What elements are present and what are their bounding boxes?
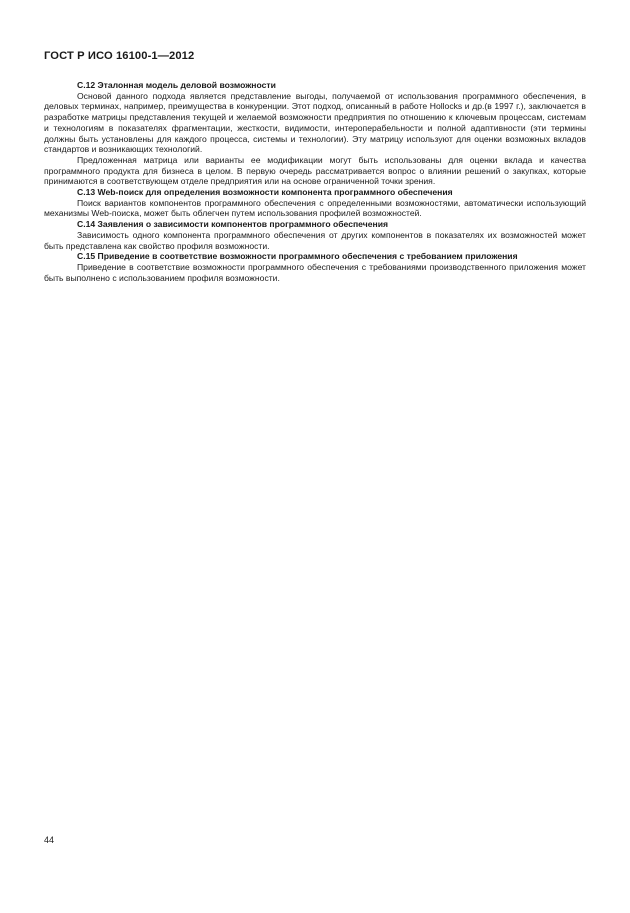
paragraph: Предложенная матрица или варианты ее модификации могут быть использованы для оценки вклада и качества программного продукта для бизнеса в целом. В первую очередь рассматривается вопрос о влиянии решений о закупках, которые принимаются в соответствующем отделе предприятия или на основе ограниченной точки зрения.	[44, 154, 586, 187]
paragraph: Основой данного подхода является представление выгоды, получаемой от использования программного обеспечения, в деловых терминах, например, преимущества в конкуренции. Этот подход, описанный в работе Hollocks и др.(в 1997 г.), заключается в разработке матрицы представления текущей и желаемой возможности предприятия по отношению к ключевым процессам, системам и технологиям в показателях фрагментации, жесткости, видимости, интероперабельности и полной адаптивности (эти термины должны быть установлены для каждого процесса, системы и технологии). Эту матрицу используют для оценки возможных вкладов стандартов и возникающих технологий.	[44, 90, 586, 155]
document-header: ГОСТ Р ИСО 16100-1—2012	[44, 50, 195, 62]
section-heading-c13: С.13 Web-поиск для определения возможности компонента программного обеспечения	[77, 187, 453, 198]
section-heading-c12: С.12 Эталонная модель деловой возможности	[77, 80, 276, 90]
paragraph: Приведение в соответствие возможности программного обеспечения с требованиями производственного приложения может быть выполнено с использованием профиля возможности.	[44, 261, 586, 283]
section-heading-c14: С.14 Заявления о зависимости компонентов программного обеспечения	[77, 219, 388, 230]
paragraph: Зависимость одного компонента программного обеспечения от других компонентов в показателях их возможностей может быть представлена как свойство профиля возможности.	[44, 229, 586, 251]
document-content	[44, 80, 586, 283]
page-number: 44	[44, 835, 55, 845]
paragraph: Поиск вариантов компонентов программного обеспечения с определенными возможностями, автоматически использующий механизмы Web-поиска, может быть облегчен путем использования профилей возможностей.	[44, 197, 586, 219]
section-heading-c15: С.15 Приведение в соответствие возможности программного обеспечения с требованием приложения	[77, 251, 518, 262]
